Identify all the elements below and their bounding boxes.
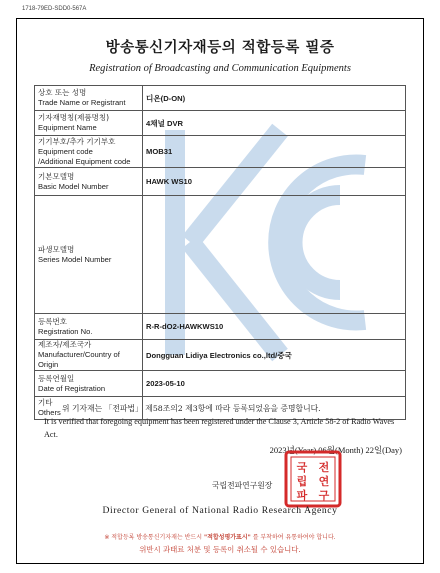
basic-model-value: HAWK WS10 [143,168,406,196]
row-label [35,196,143,314]
label-english: Series Model Number [38,254,112,264]
label-korean: 기기부호/추가 기기부호 [38,136,116,146]
title-korean: 방송통신기자재등의 적합등록 필증 [105,39,335,56]
statement-english: It is verified that foregoing equipment has been registered under the Clause 3, Article 58-2 of Radio Waves Act. [44,417,395,439]
notice-marking-emphasis: "적합성평가표시" [203,534,251,541]
title-english: Registration of Broadcasting and Communication Equipments [89,63,351,74]
date-month: 06 [318,445,327,455]
registration-date-value: 2023-05-10 [143,371,406,397]
label-english: Equipment Name [38,123,97,132]
svg-text:구: 구 [318,489,330,502]
notice-marking [0,532,440,541]
svg-text:국: 국 [296,461,308,474]
issuer-korean: 국립전파연구원장 [212,481,273,490]
official-seal-icon [284,450,342,508]
date-month-label: 월(Month) [326,445,364,455]
registration-table [34,85,406,420]
series-model-value [143,196,406,314]
row-label [35,340,143,371]
label-korean: 등록번호 [38,316,67,326]
notice-marking-pre: ※ 적합등록 방송통신기자재는 반드시 [104,534,203,541]
label-english: Manufacturer/Country of Origin [38,350,120,369]
date-day-label: 일(Day) [373,445,402,455]
label-korean: 기자재명칭(제품명칭) [38,113,110,122]
table-row [35,314,406,340]
table-row [35,136,406,168]
date-year: 2023 [269,445,287,455]
label-korean: 상호 또는 성명 [38,88,87,97]
label-english-additional: /Additional Equipment code [38,156,131,166]
issuer-english: Director General of National Radio Research Agency [102,505,338,516]
row-label [35,168,143,196]
document-number: 1718-79ED-SDD0-567A [22,6,87,12]
svg-text:전: 전 [318,461,330,474]
label-korean: 기타 [38,398,53,407]
row-label [35,371,143,397]
row-label [35,111,143,136]
row-label [35,136,143,168]
registration-number-value: R-R-dO2-HAWKWS10 [143,314,406,340]
table-row [35,168,406,196]
notice-marking-post: 를 부착하여 유통하여야 합니다. [252,534,336,541]
label-english: Registration No. [38,326,93,336]
date-day: 22 [365,445,374,455]
table-row [35,371,406,397]
label-korean: 제조자/제조국가 [38,340,92,349]
label-korean: 기본모델명 [38,171,75,181]
row-label [35,86,143,111]
verification-statement [44,402,404,441]
label-english: Basic Model Number [38,181,109,191]
equipment-name-value: 4채널 DVR [143,111,406,136]
label-english: Trade Name or Registrant [38,98,126,107]
label-english: Date of Registration [38,383,106,393]
svg-text:파: 파 [296,489,308,502]
label-english: Equipment code [38,146,93,156]
trade-name-value: 디온(D-ON) [143,86,406,111]
table-row [35,111,406,136]
equipment-code-value: MOB31 [143,136,406,168]
label-korean: 등록연월일 [38,373,75,383]
manufacturer-value: Dongguan Lidiya Electronics co.,ltd/중국 [143,340,406,371]
date-year-label: 년(Year) [286,445,317,455]
table-row [35,86,406,111]
table-row [35,196,406,314]
statement-korean: 위 기자재는 「전파법」 제58조의2 제3항에 따라 등록되었음을 증명합니다. [62,404,321,413]
row-label [35,314,143,340]
label-korean: 파생모델명 [38,244,75,254]
label-english: Others [38,408,61,417]
table-row [35,340,406,371]
svg-text:연: 연 [318,475,330,488]
notice-penalty: 위반시 과태료 처분 및 등록이 취소될 수 있습니다. [139,545,301,554]
svg-text:립: 립 [296,475,308,488]
